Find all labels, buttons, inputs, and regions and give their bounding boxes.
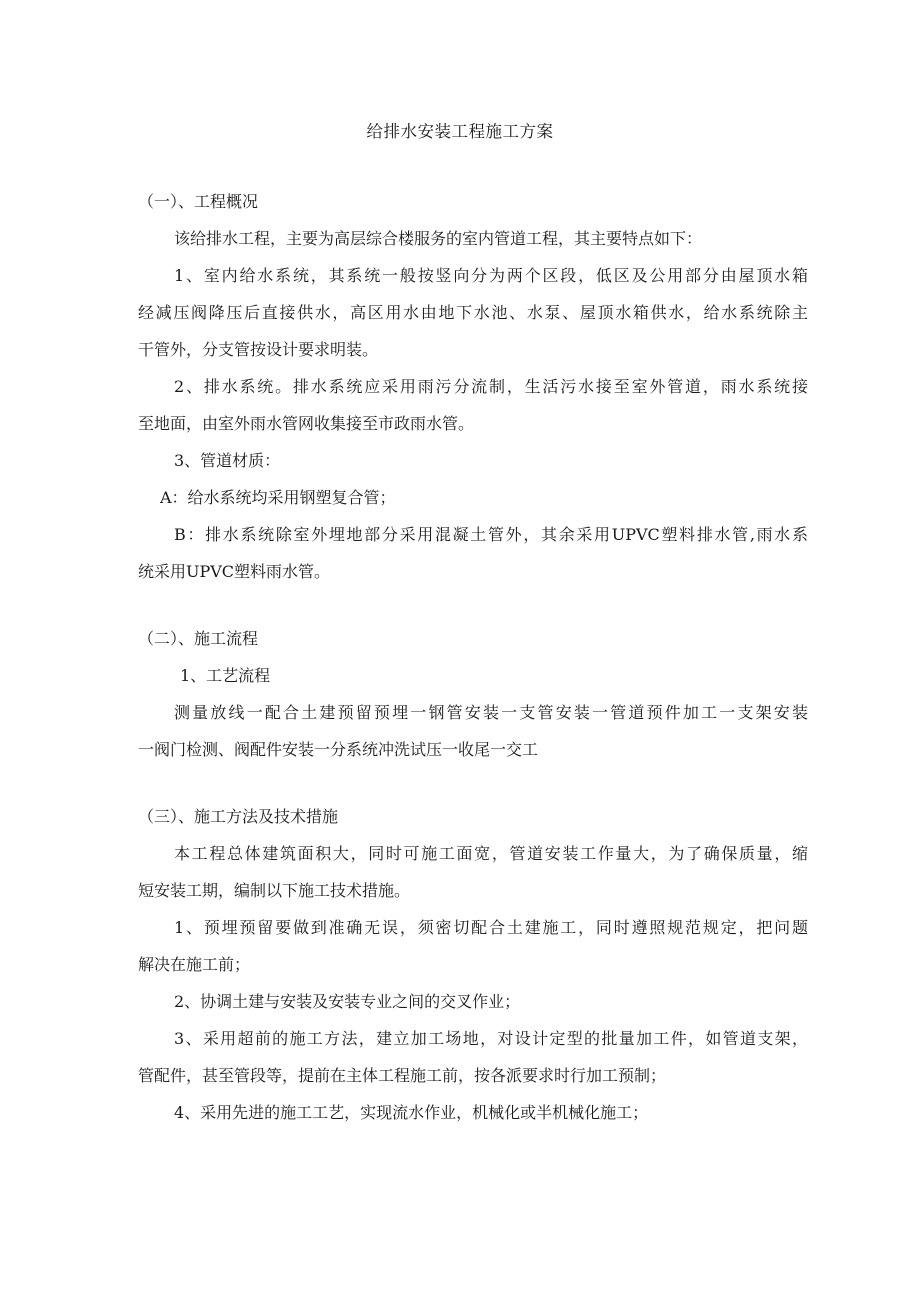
paragraph-line: 短安装工期，编制以下施工技术措施。: [138, 881, 411, 900]
paragraph-line: 解决在施工前；: [138, 955, 251, 974]
paragraph-line: B：排水系统除室外埋地部分采用混凝土管外，其余采用UPVC塑料排水管,雨水系: [174, 525, 808, 544]
paragraph-line: 3、采用超前的施工方法，建立加工场地，对设计定型的批量加工件，如管道支架，: [174, 1029, 808, 1048]
subsection-heading: 1、工艺流程: [180, 666, 271, 685]
paragraph-line: 3、管道材质：: [174, 451, 281, 470]
section-heading-methods: （三）、施工方法及技术措施: [138, 807, 339, 826]
paragraph-line: 管配件，甚至管段等，提前在主体工程施工前，按各派要求时行加工预制；: [138, 1066, 667, 1085]
paragraph-line: 4、采用先进的施工工艺，实现流水作业，机械化或半机械化施工；: [174, 1103, 649, 1122]
paragraph-line: 该给排水工程，主要为高层综合楼服务的室内管道工程，其主要特点如下：: [174, 229, 703, 248]
section-heading-overview: （一）、工程概况: [138, 192, 259, 211]
paragraph-line: 2、协调土建与安装及安装专业之间的交叉作业；: [174, 992, 521, 1011]
paragraph-line: 1、室内给水系统，其系统一般按竖向分为两个区段，低区及公用部分由屋顶水箱: [174, 266, 808, 285]
paragraph-line: 统采用UPVC塑料雨水管。: [138, 562, 331, 581]
paragraph-line: 干管外，分支管按设计要求明装。: [138, 340, 379, 359]
paragraph-line: 经减压阀降压后直接供水，高区用水由地下水池、水泵、屋顶水箱供水，给水系统除主: [138, 303, 808, 322]
paragraph-line: 测量放线一配合土建预留预埋一钢管安装一支管安装一管道预件加工一支架安装: [174, 703, 808, 722]
paragraph-line: 至地面，由室外雨水管网收集接至市政雨水管。: [138, 414, 475, 433]
paragraph-line: 本工程总体建筑面积大，同时可施工面宽，管道安装工作量大，为了确保质量，缩: [174, 844, 808, 863]
paragraph-line: 2、排水系统。排水系统应采用雨污分流制，生活污水接至室外管道，雨水系统接: [174, 377, 808, 396]
paragraph-line: 一阀门检测、阀配件安装一分系统冲洗试压一收尾一交工: [138, 740, 539, 759]
paragraph-line: A：给水系统均采用钢塑复合管；: [160, 488, 396, 507]
document-title: 给排水安装工程施工方案: [366, 122, 554, 141]
section-heading-process: （二）、施工流程: [138, 629, 259, 648]
paragraph-line: 1、预埋预留要做到准确无误，须密切配合土建施工，同时遵照规范规定，把问题: [174, 918, 808, 937]
